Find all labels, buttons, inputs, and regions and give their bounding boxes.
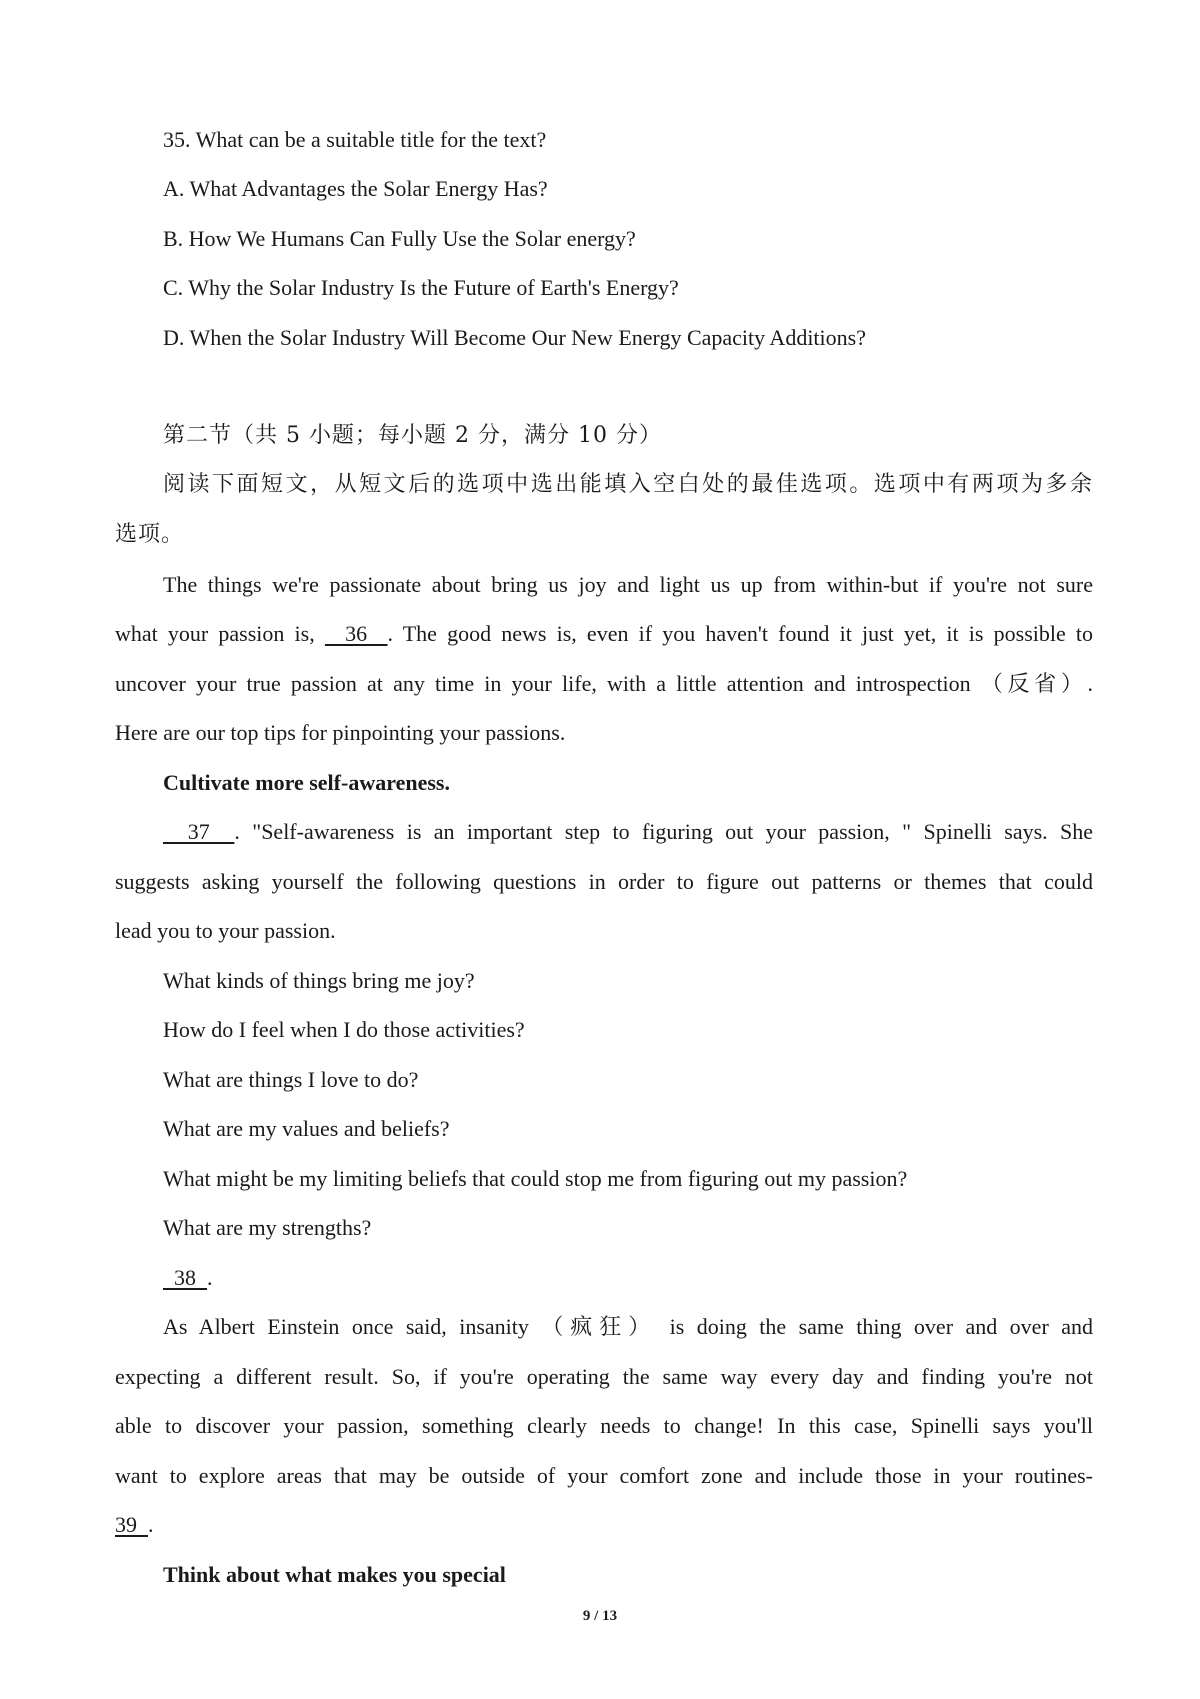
heading-what-makes-you-special: Think about what makes you special xyxy=(163,1562,506,1587)
section-instruction-line-1: 阅读下面短文，从短文后的选项中选出能填入空白处的最佳选项。选项中有两项为多余 xyxy=(163,472,1093,497)
passage-p2-line-2: suggests asking yourself the following questions in order to figure out patterns or themes that could xyxy=(115,869,1093,894)
question-35-stem: 35. What can be a suitable title for the text? xyxy=(163,127,547,152)
question-list-item: What might be my limiting beliefs that could stop me from figuring out my passion? xyxy=(163,1166,908,1191)
option-d: D. When the Solar Industry Will Become Our New Energy Capacity Additions? xyxy=(163,325,866,350)
question-list-item: What are my values and beliefs? xyxy=(163,1116,450,1141)
blank-38-line xyxy=(163,1263,213,1293)
passage-p1-line-4: Here are our top tips for pinpointing your passions. xyxy=(115,720,566,745)
passage-p3-line-3: able to discover your passion, something clearly needs to change! In this case, Spinelli says you'll xyxy=(115,1413,1093,1438)
section-instruction-line-2: 选项。 xyxy=(115,522,185,547)
passage-p2-line-1 xyxy=(163,817,1093,847)
blank-38: 38 xyxy=(163,1265,207,1290)
blank-39-period: . xyxy=(148,1512,154,1537)
question-list-item: What are things I love to do? xyxy=(163,1067,419,1092)
question-list-item: How do I feel when I do those activities? xyxy=(163,1017,525,1042)
passage-p2-line-3: lead you to your passion. xyxy=(115,918,336,943)
question-list-item: What are my strengths? xyxy=(163,1215,372,1240)
blank-39-line xyxy=(115,1510,154,1540)
passage-p3-line-2: expecting a different result. So, if you're operating the same way every day and finding you're not xyxy=(115,1364,1093,1389)
blank-37: 37 xyxy=(163,819,235,844)
option-b: B. How We Humans Can Fully Use the Solar energy? xyxy=(163,226,636,251)
passage-p3-line-4: want to explore areas that may be outside of your comfort zone and include those in your routines- xyxy=(115,1463,1093,1488)
passage-p1-line-2-pre: what your passion is, xyxy=(115,621,325,646)
passage-p3-line-1: As Albert Einstein once said, insanity （疯狂） is doing the same thing over and over and xyxy=(163,1314,1093,1339)
option-a: A. What Advantages the Solar Energy Has? xyxy=(163,176,548,201)
passage-p2-line-1-post: . "Self-awareness is an important step to figuring out your passion, " Spinelli says. She xyxy=(234,819,1093,844)
blank-38-period: . xyxy=(207,1265,213,1290)
question-list-item: What kinds of things bring me joy? xyxy=(163,968,475,993)
option-c: C. Why the Solar Industry Is the Future of Earth's Energy? xyxy=(163,275,679,300)
passage-p1-line-1: The things we're passionate about bring us joy and light us up from within-but if you're not sure xyxy=(163,572,1093,597)
heading-self-awareness: Cultivate more self-awareness. xyxy=(163,770,450,795)
passage-p1-line-3: uncover your true passion at any time in your life, with a little attention and introspection （反省）. xyxy=(115,671,1093,696)
passage-p1-line-2 xyxy=(115,619,1093,649)
blank-36: 36 xyxy=(324,621,388,646)
blank-39: 39 xyxy=(115,1512,148,1537)
section-heading: 第二节（共 5 小题；每小题 2 分，满分 10 分） xyxy=(163,423,662,448)
page-number: 9 / 13 xyxy=(582,1608,618,1624)
passage-p1-line-2-post: . The good news is, even if you haven't found it just yet, it is possible to xyxy=(387,621,1093,646)
